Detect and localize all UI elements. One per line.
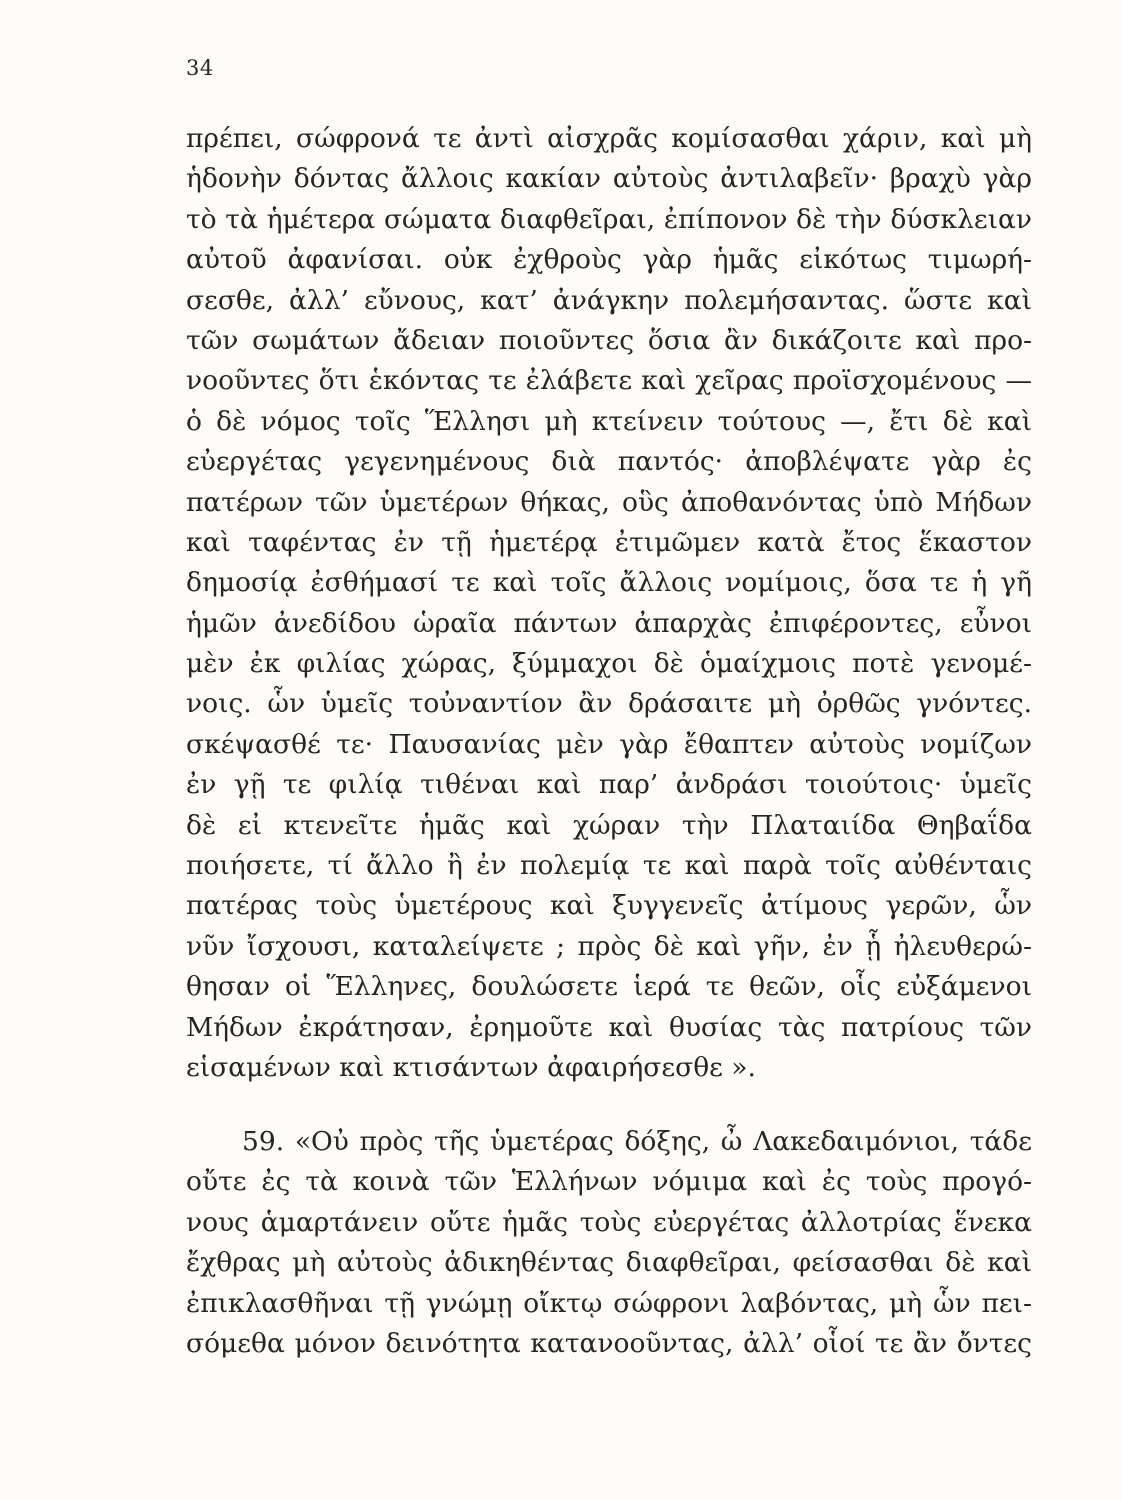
text-line: νοις. ὧν ὑμεῖς τοὐναντίον ἂν δράσαιτε μὴ ὀρθῶς γνόντες. <box>186 688 1032 720</box>
text-line: αὐτοῦ ἀφανίσαι. οὐκ ἐχθροὺς γὰρ ἡμᾶς εἰκότως τιμωρή- <box>186 244 1032 276</box>
text-line: νῦν ἴσχουσι, καταλείψετε ; πρὸς δὲ καὶ γῆν, ἐν ᾗ ἠλευθερώ- <box>186 930 1032 962</box>
text-line: τῶν σωμάτων ἄδειαν ποιοῦντες ὅσια ἂν δικάζοιτε καὶ προ- <box>186 324 1032 356</box>
text-line: μὲν ἐκ φιλίας χώρας, ξύμμαχοι δὲ ὁμαίχμοις ποτὲ γενομέ- <box>186 648 1032 680</box>
text-line: ἔχθρας μὴ αὐτοὺς ἀδικηθέντας διαφθεῖραι, φείσασθαι δὲ καὶ <box>186 1247 1032 1279</box>
paragraph-59 <box>186 1122 1032 1364</box>
text-line: σεσθε, ἀλλ’ εὔνους, κατ’ ἀνάγκην πολεμήσαντας. ὥστε καὶ <box>186 284 1032 316</box>
text-line: νοοῦντες ὅτι ἑκόντας τε ἐλάβετε καὶ χεῖρας προϊσχομένους — <box>186 365 1032 397</box>
text-line: πατέρας τοὺς ὑμετέρους καὶ ξυγγενεῖς ἀτίμους γερῶν, ὧν <box>186 890 1032 922</box>
text-line: ὁ δὲ νόμος τοῖς Ἕλλησι μὴ κτείνειν τούτους —, ἔτι δὲ καὶ <box>186 405 1032 437</box>
text-line: εὐεργέτας γεγενημένους διὰ παντός· ἀποβλέψατε γὰρ ἐς <box>186 446 1032 478</box>
text-line: πατέρων τῶν ὑμετέρων θήκας, οὓς ἀποθανόντας ὑπὸ Μήδων <box>186 486 1032 518</box>
text-line: ἐπικλασθῆναι τῇ γνώμῃ οἴκτῳ σώφρονι λαβόντας, μὴ ὧν πει- <box>186 1287 1032 1319</box>
text-line: σόμεθα μόνον δεινότητα κατανοοῦντας, ἀλλ’ οἷοί τε ἂν ὄντες <box>186 1327 1032 1359</box>
text-line: οὔτε ἐς τὰ κοινὰ τῶν Ἑλλήνων νόμιμα καὶ ἐς τοὺς προγό- <box>186 1166 1032 1198</box>
text-line: θησαν οἱ Ἕλληνες, δουλώσετε ἱερά τε θεῶν, οἷς εὐξάμενοι <box>186 971 1032 1003</box>
text-line: 59. «Οὐ πρὸς τῆς ὑμετέρας δόξης, ὦ Λακεδαιμόνιοι, τάδε <box>242 1126 1032 1157</box>
text-line: ἡδονὴν δόντας ἄλλοις κακίαν αὐτοὺς ἀντιλαβεῖν· βραχὺ γὰρ <box>186 163 1032 195</box>
text-line: σκέψασθέ τε· Παυσανίας μὲν γὰρ ἔθαπτεν αὐτοὺς νομίζων <box>186 728 1032 760</box>
text-line: δὲ εἰ κτενεῖτε ἡμᾶς καὶ χώραν τὴν Πλαταιίδα Θηβαΐδα <box>186 809 1032 841</box>
text-line: ποιήσετε, τί ἄλλο ἢ ἐν πολεμίᾳ τε καὶ παρὰ τοῖς αὐθένταις <box>186 850 1032 882</box>
page-number: 34 <box>186 56 214 80</box>
text-line: νους ἁμαρτάνειν οὔτε ἡμᾶς τοὺς εὐεργέτας ἀλλοτρίας ἕνεκα <box>186 1206 1032 1238</box>
text-line: Μήδων ἐκράτησαν, ἐρημοῦτε καὶ θυσίας τὰς πατρίους τῶν <box>186 1011 1032 1043</box>
text-line: εἱσαμένων καὶ κτισάντων ἀφαιρήσεσθε ». <box>186 1051 756 1083</box>
text-line: τὸ τὰ ἡμέτερα σώματα διαφθεῖραι, ἐπίπονον δὲ τὴν δύσκλειαν <box>186 203 1032 235</box>
text-line: ἡμῶν ἀνεδίδου ὡραῖα πάντων ἀπαρχὰς ἐπιφέροντες, εὖνοι <box>186 607 1032 639</box>
paragraph-continuation <box>186 119 1032 1088</box>
text-line: δημοσίᾳ ἐσθήμασί τε καὶ τοῖς ἄλλοις νομίμοις, ὅσα τε ἡ γῆ <box>186 567 1032 599</box>
text-line: καὶ ταφέντας ἐν τῇ ἡμετέρᾳ ἐτιμῶμεν κατὰ ἔτος ἕκαστον <box>186 526 1032 558</box>
text-line: πρέπει, σώφρονά τε ἀντὶ αἰσχρᾶς κομίσασθαι χάριν, καὶ μὴ <box>186 123 1032 154</box>
text-line: ἐν γῇ τε φιλίᾳ τιθέναι καὶ παρ’ ἀνδράσι τοιούτοις· ὑμεῖς <box>186 769 1032 801</box>
